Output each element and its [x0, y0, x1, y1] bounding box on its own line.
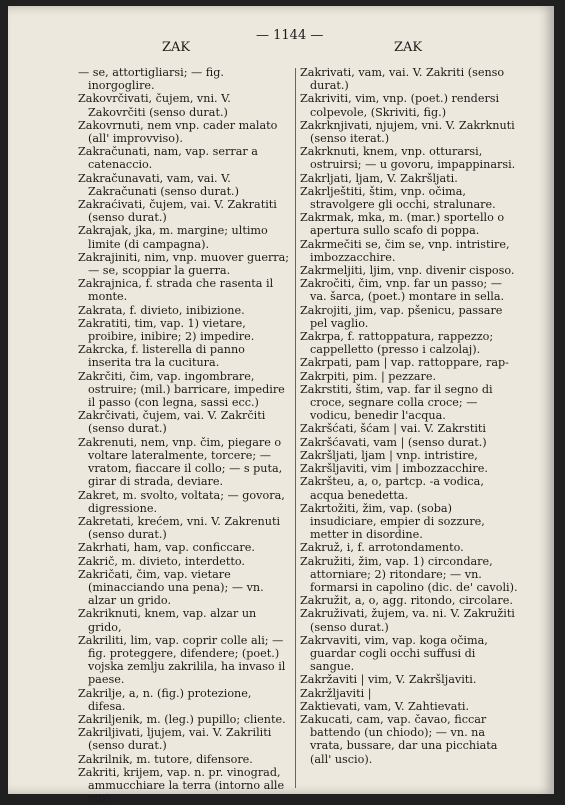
- dictionary-entry: Zakršteu, a, o, partcp. -a vodica, acqua benedetta.: [300, 475, 484, 502]
- dictionary-entry: Zakrhati, ham, vap. conficcare.: [78, 541, 255, 555]
- dictionary-entry: Zakrivati, vam, vai. V. Zakriti (senso durat.): [300, 66, 505, 93]
- dictionary-entry: Zakrmeljiti, ljim, vnp. divenir cisposo.: [300, 264, 515, 278]
- dictionary-entry: Zakrilnik, m. tutore, difensore.: [78, 752, 253, 766]
- dictionary-entry: Zakrata, f. divieto, inibizione.: [78, 303, 245, 317]
- dictionary-entry: Zakršljaviti, vim | imbozzacchire.: [300, 462, 488, 476]
- dictionary-entry: Zakrilje, a, n. (fig.) protezione, difesa.: [78, 686, 252, 713]
- dictionary-entry: Zaktievati, vam, V. Zahtievati.: [300, 699, 470, 713]
- dictionary-entry: Zakrvaviti, vim, vap. koga očima, guardar cogli occhi suffusi di sangue.: [300, 633, 488, 674]
- dictionary-entry: Zakruž, i, f. arrotondamento.: [300, 541, 464, 555]
- left-guide-word: ZAK: [162, 40, 191, 55]
- dictionary-entry: Zakrajak, jka, m. margine; ultimo limite (di campagna).: [78, 224, 268, 251]
- dictionary-page: [8, 6, 554, 805]
- dictionary-entry: Zakovrnuti, nem vnp. cader malato (all' improvviso).: [78, 118, 278, 146]
- dictionary-entry: Zakrtožiti, žim, vap. (soba) insudiciare, empier di sozzure, metter in disordine.: [300, 501, 485, 542]
- left-column: [78, 66, 290, 805]
- dictionary-entry: Zakrajnica, f. strada che rasenta il monte.: [78, 277, 274, 304]
- dictionary-entry: Zakriviti, vim, vnp. (poet.) rendersi colpevole, (Skriviti, fig.): [300, 92, 500, 119]
- dictionary-entry: Zakrknjivati, njujem, vni. V. Zakrknuti (senso iterat.): [300, 118, 515, 146]
- dictionary-entry: Zakršćati, šćam | vai. V. Zakrstiti: [300, 422, 486, 436]
- dictionary-entry: Zakračunavati, vam, vai. V. Zakračunati (senso durat.): [78, 171, 239, 198]
- dictionary-entry: Zakričati, čim, vap. vietare (minacciando una pena); — vn. alzar un grido.: [78, 567, 264, 608]
- dictionary-entry: Zakratiti, tim, vap. 1) vietare, proibire, inibire; 2) impedire.: [78, 316, 255, 344]
- page-header: [8, 22, 554, 58]
- dictionary-entry: Zakružiti, žim, vap. 1) circondare, attorniare; 2) ritondare; — vn. formarsi in capolino (dic. de' cavoli).: [300, 554, 518, 594]
- dictionary-entry: Zakrajiniti, nim, vnp. muover guerra; — se, scoppiar la guerra.: [78, 250, 290, 278]
- dictionary-entry: Zakrpa, f. rattoppatura, rappezzo; cappelletto (presso i calzolaj).: [300, 330, 494, 357]
- dictionary-entry: Zakriliti, lim, vap. coprir colle ali; — fig. proteggere, difendere; (poet.) vojska zemlju zakrilila, ha invaso il paese.: [78, 633, 286, 687]
- dictionary-entry: Zakrmečiti se, čim se, vnp. intristire, imbozzacchire.: [300, 237, 510, 264]
- dictionary-entry: Zakrčiti, čim, vap. ingombrare, ostruire; (mil.) barricare, impedire il passo (con legna, sassi ecc.): [78, 369, 285, 410]
- dictionary-entry: Zakriti, krijem, vap. n. pr. vinograd, ammucchiare la terra (intorno alle viti).: [78, 765, 285, 805]
- dictionary-entry: Zakružit, a, o, agg. ritondo, circolare.: [300, 594, 513, 608]
- dictionary-entry: Zakršćavati, vam | (senso durat.): [300, 435, 487, 449]
- dictionary-entry: Zakrcka, f. listerella di panno inserita tra la cucitura.: [78, 343, 245, 370]
- dictionary-entry: Zakršljati, ljam | vnp. intristire,: [300, 448, 478, 462]
- dictionary-entry: Zakržljaviti |: [300, 686, 372, 700]
- dictionary-entry: Zakržaviti | vim, V. Zakršljaviti.: [300, 673, 477, 687]
- dictionary-entry: Zakriknuti, knem, vap. alzar un grido,: [78, 607, 257, 634]
- dictionary-entry: Zakrljati, ljam, V. Zakršljati.: [300, 171, 458, 185]
- dictionary-entry: Zakovrčivati, čujem, vni. V. Zakovrčiti (senso durat.): [78, 92, 231, 119]
- dictionary-entry: Zakrstiti, štim, vap. far il segno di croce, segnare colla croce; — vodicu, benedir l'acqua.: [300, 382, 493, 423]
- dictionary-entry: Zakret, m. svolto, voltata; — govora, digressione.: [78, 488, 285, 515]
- dictionary-entry: Zakraćivati, čujem, vai. V. Zakratiti (senso durat.): [78, 198, 277, 225]
- dictionary-entry: Zakriljivati, ljujem, vai. V. Zakriliti (senso durat.): [78, 726, 272, 753]
- dictionary-entry: Zakriljenik, m. (leg.) pupillo; cliente.: [78, 712, 286, 726]
- dictionary-entry: Zakrič, m. divieto, interdetto.: [78, 554, 245, 568]
- dictionary-entry: Zakrenuti, nem, vnp. čim, piegare o voltare lateralmente, torcere; — vratom, fiaccare il collo; — s puta, girar di strada, deviare.: [78, 435, 283, 489]
- right-column: [300, 66, 518, 766]
- dictionary-entry: — se, attortigliarsi; — fig. inorgoglire.: [78, 66, 224, 93]
- dictionary-entry: Zakračunati, nam, vap. serrar a catenaccio.: [78, 145, 258, 172]
- dictionary-entry: Zakrojiti, jim, vap. pšenicu, passare pel vaglio.: [300, 303, 503, 330]
- dictionary-entry: Zakrmak, mka, m. (mar.) sportello o apertura sullo scafo di poppa.: [300, 211, 505, 238]
- dictionary-entry: Zakrpiti, pim. | pezzare.: [300, 369, 437, 383]
- dictionary-entry: Zakucati, cam, vap. čavao, ficcar battendo (un chiodo); — vn. na vrata, bussare, dar una picchiata (all' uscio).: [300, 712, 498, 766]
- dictionary-entry: Zakrlještiti, štim, vnp. očima, stravolgere gli occhi, stralunare.: [300, 184, 496, 212]
- dictionary-entry: Zakrknuti, knem, vnp. otturarsi, ostruirsi; — u govoru, impappinarsi.: [300, 145, 516, 172]
- dictionary-entry: Zakretati, krećem, vni. V. Zakrenuti (senso durat.): [78, 514, 281, 542]
- column-divider: [295, 68, 296, 788]
- dictionary-entry: Zakruživati, žujem, va. ni. V. Zakružiti (senso durat.): [300, 607, 515, 634]
- dictionary-entry: Zakrpati, pam | vap. rattoppare, rap-: [300, 356, 509, 370]
- dictionary-entry: Zakrčivati, čujem, vai. V. Zakrčiti (senso durat.): [78, 409, 266, 436]
- right-guide-word: ZAK: [394, 40, 423, 55]
- page-number: — 1144 —: [256, 28, 324, 43]
- dictionary-entry: Zakročiti, čim, vnp. far un passo; — va. šarca, (poet.) montare in sella.: [300, 277, 505, 304]
